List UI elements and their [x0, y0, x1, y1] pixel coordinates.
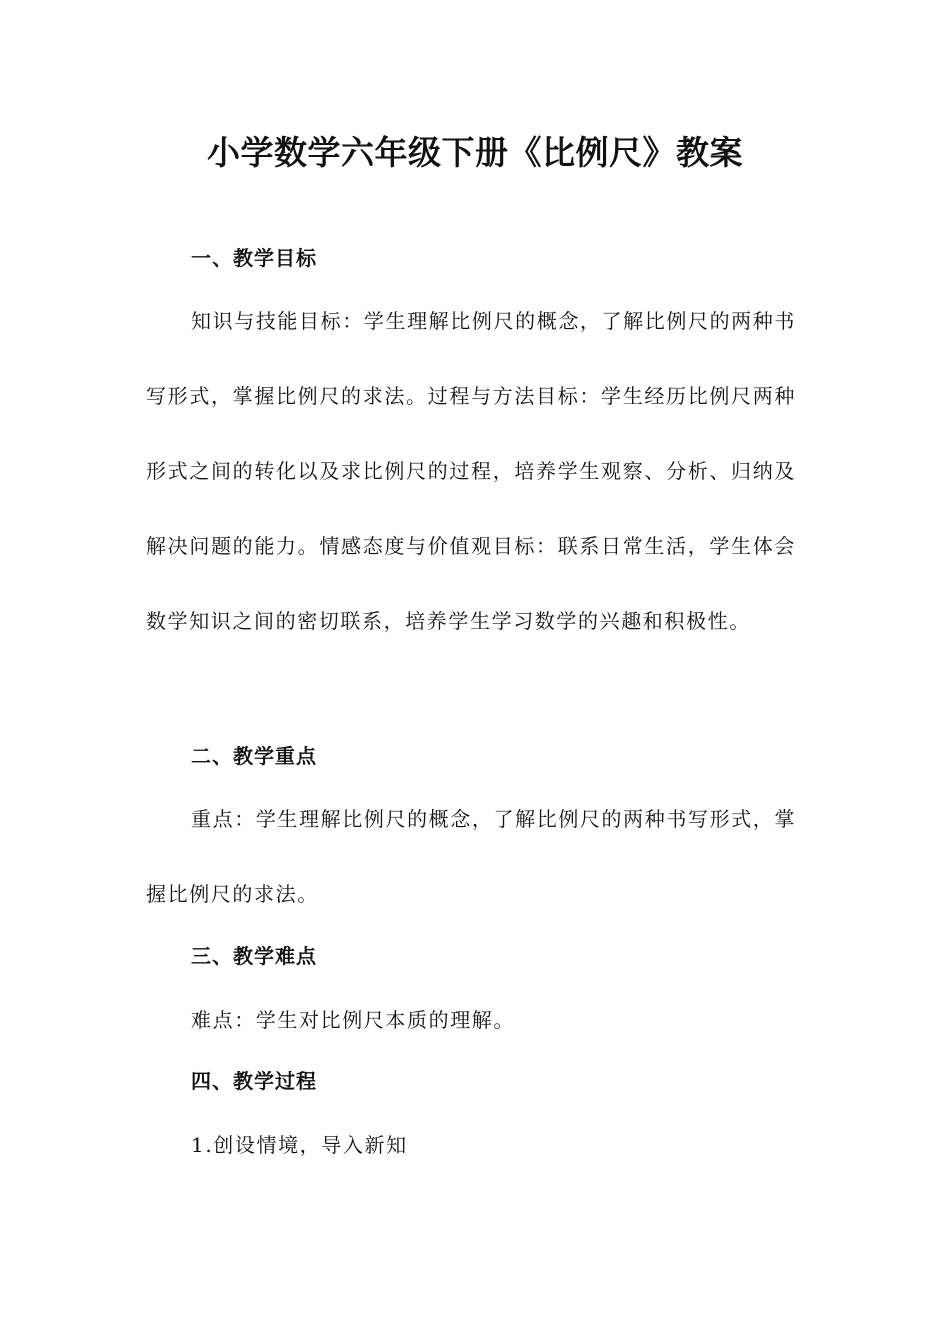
section-paragraph-key-points: 重点：学生理解比例尺的概念，了解比例尺的两种书写形式，掌握比例尺的求法。: [146, 807, 796, 906]
section-heading-objectives: 一、教学目标: [191, 246, 317, 270]
section-heading-key-points: 二、教学重点: [191, 744, 317, 768]
section-heading-difficulties: 三、教学难点: [191, 944, 317, 968]
section-heading-process: 四、教学过程: [191, 1069, 317, 1093]
section-paragraph-difficulties: 难点：学生对比例尺本质的理解。: [191, 1008, 515, 1032]
section-paragraph-process: 1.创设情境，导入新知: [191, 1133, 408, 1157]
document-title: 小学数学六年级下册《比例尺》教案: [207, 133, 743, 172]
section-paragraph-objectives: 知识与技能目标：学生理解比例尺的概念，了解比例尺的两种书写形式，掌握比例尺的求法。过程与方法目标：学生经历比例尺两种形式之间的转化以及求比例尺的过程，培养学生观察、分析、归纳及解决问题的能力。情感态度与价值观目标：联系日常生活，学生体会数学知识之间的密切联系，培养学生学习数学的兴趣和积极性。: [146, 309, 796, 633]
